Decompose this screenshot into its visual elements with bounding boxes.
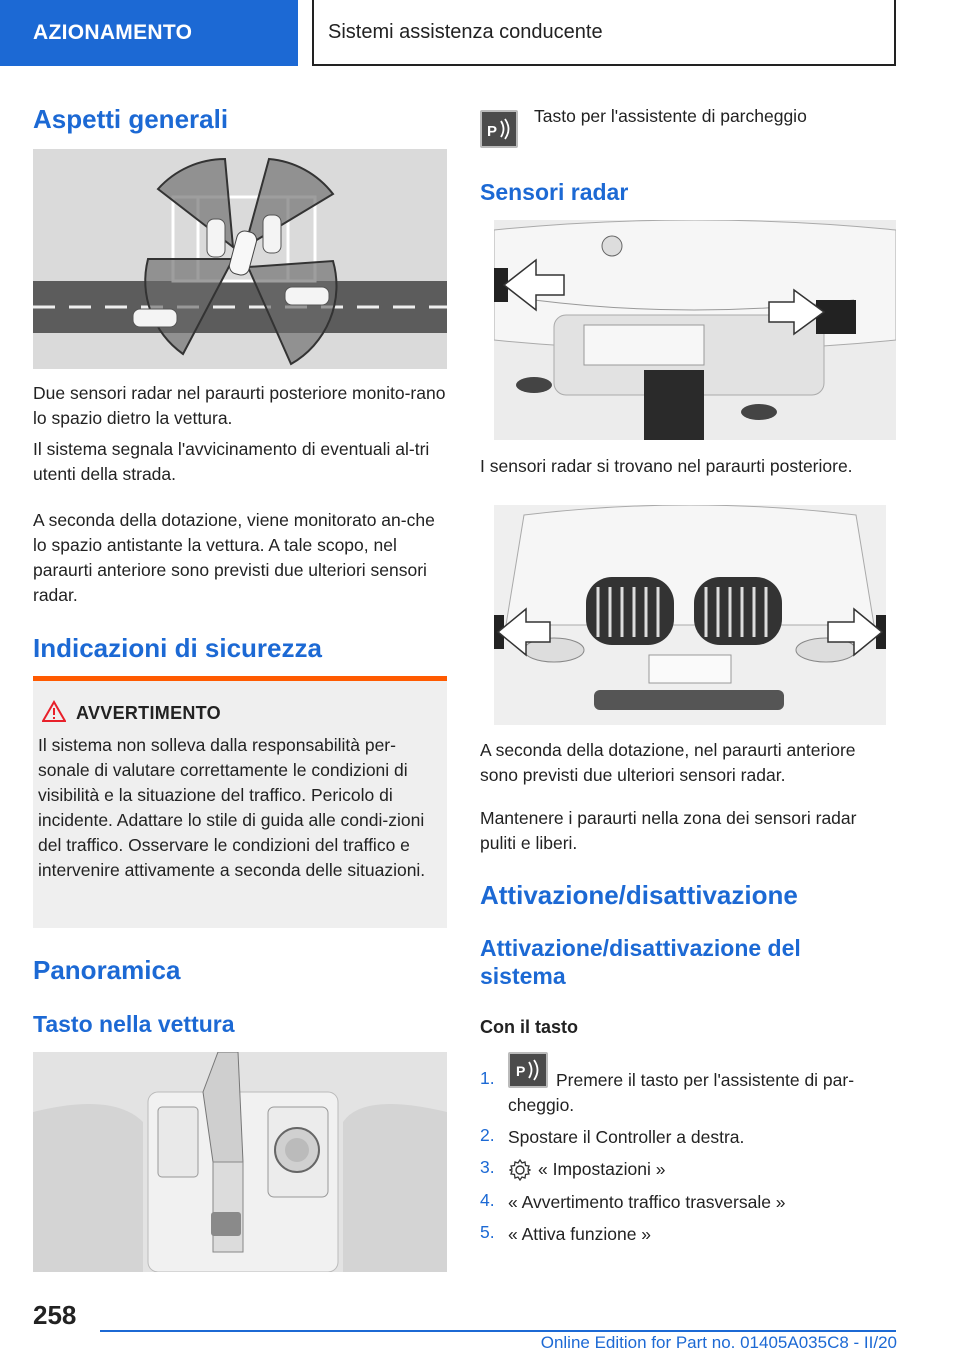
step-text: Spostare il Controller a destra. [508,1127,745,1147]
radar-coverage-figure [33,149,447,369]
heading-overview: Panoramica [33,955,181,985]
paragraph-front-sensors: A seconda della dotazione, viene monitorato an-che lo spazio antistante la vettura. A tale scopo, nel paraurti anteriore sono previsti due ulteriori sensori radar. [33,510,435,605]
front-bumper-figure [494,505,886,725]
step-number: 2. [480,1125,495,1145]
chapter-title: Sistemi assistenza conducente [312,0,896,66]
heading-activation: Attivazione/disattivazione [480,880,798,910]
gear-icon [509,1159,531,1186]
paragraph-rear-location: I sensori radar si trovano nel paraurti posteriore. [480,456,853,476]
heading-radar-sensors: Sensori radar [480,179,629,205]
section-tab: AZIONAMENTO [0,0,298,66]
footer-edition: Online Edition for Part no. 01405A035C8 - II/20 [540,1333,897,1352]
rear-bumper-figure [494,220,896,440]
page-number: 258 [33,1300,77,1330]
step-text: « Impostazioni » [538,1159,666,1179]
step-text: « Attiva funzione » [508,1224,652,1244]
page-header [0,0,960,66]
heading-safety: Indicazioni di sicurezza [33,633,322,663]
step-number: 3. [480,1157,495,1177]
heading-with-button: Con il tasto [480,1017,578,1037]
warning-title: AVVERTIMENTO [76,703,221,723]
button-caption: Tasto per l'assistente di parcheggio [534,106,807,126]
svg-text:P: P [516,1063,526,1079]
heading-general: Aspetti generali [33,104,229,134]
step-text: Premere il tasto per l'assistente di par-cheggio. [508,1070,855,1115]
paragraph-front-location: A seconda della dotazione, nel paraurti anteriore sono previsti due ulteriori sensori radar. [480,740,856,785]
step-number: 5. [480,1222,495,1242]
step-number: 4. [480,1190,495,1210]
paragraph-keep-clean: Mantenere i paraurti nella zona dei sensori radar puliti e liberi. [480,808,857,853]
step-text: « Avvertimento traffico trasversale » [508,1192,786,1212]
paragraph-rear-sensors: Due sensori radar nel paraurti posteriore monito-rano lo spazio dietro la vettura. [33,383,446,428]
warning-triangle-icon [42,700,66,727]
center-console-figure [33,1052,447,1272]
svg-text:P: P [487,123,498,140]
heading-activation-system: Attivazione/disattivazione del sistema [480,935,801,989]
footer-divider [100,1330,896,1332]
warning-body: Il sistema non solleva dalla responsabilità per-sonale di valutare correttamente le condizioni di visibilità e la situazione del traffico. Pericolo di incidente. Adattare lo stile di guida alle condi-zioni del traffico. Osservare le condizioni del traffico e intervenire attivamente a seconda delle situazioni. [38,735,426,880]
park-assist-button-icon [480,110,518,148]
heading-button-in-car: Tasto nella vettura [33,1011,235,1037]
paragraph-approach: Il sistema segnala l'avvicinamento di eventuali al-tri utenti della strada. [33,439,430,484]
step-number: 1. [480,1068,495,1088]
